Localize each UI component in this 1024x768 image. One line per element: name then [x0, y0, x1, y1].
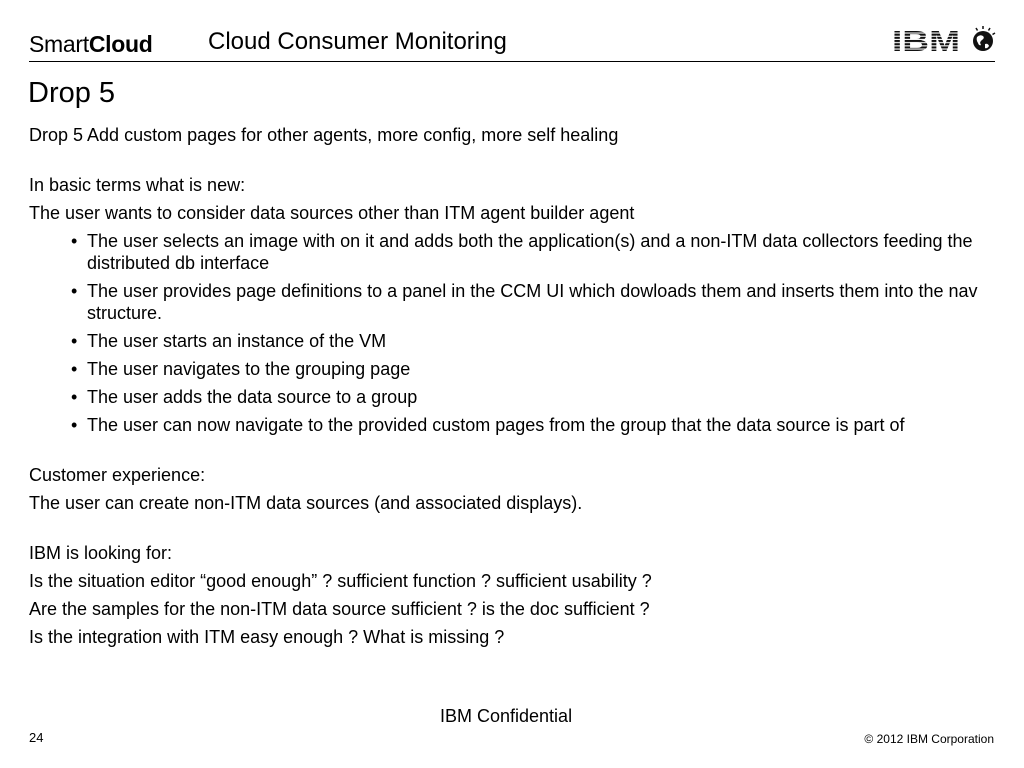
- smartcloud-logo: [29, 31, 153, 58]
- list-item-text: The user adds the data source to a group: [87, 387, 418, 407]
- slide-title: Drop 5: [28, 77, 116, 109]
- whats-new-list: [29, 230, 999, 436]
- bullet-icon: •: [71, 359, 78, 379]
- customer-experience-heading: Customer experience:: [29, 465, 206, 485]
- brand-smart-text: Smart: [29, 31, 89, 57]
- confidential-label: IBM Confidential: [440, 706, 573, 726]
- list-item: [59, 330, 999, 352]
- slide-body: [29, 124, 999, 654]
- looking-for-item: Are the samples for the non-ITM data source sufficient ? is the doc sufficient ?: [29, 599, 650, 619]
- looking-for-item: Is the integration with ITM easy enough ? What is missing ?: [29, 627, 505, 647]
- customer-experience-text: The user can create non-ITM data sources (and associated displays).: [29, 493, 583, 513]
- whats-new-lead: The user wants to consider data sources other than ITM agent builder agent: [29, 203, 635, 223]
- spacer: [29, 152, 999, 174]
- list-item: [59, 414, 999, 436]
- list-item-text: The user provides page definitions to a panel in the CCM UI which dowloads them and inserts them into the nav structure.: [87, 281, 978, 323]
- slide-header: [0, 0, 1024, 64]
- brand-cloud-text: Cloud: [88, 31, 153, 57]
- header-title: Cloud Consumer Monitoring: [208, 28, 507, 55]
- intro-text: Drop 5 Add custom pages for other agents, more config, more self healing: [29, 125, 619, 145]
- looking-for-item: Is the situation editor “good enough” ? sufficient function ? sufficient usability ?: [29, 571, 652, 591]
- bullet-icon: •: [71, 331, 78, 351]
- header-divider: [29, 61, 995, 62]
- spacer: [29, 442, 999, 464]
- list-item: [59, 230, 999, 274]
- bullet-icon: •: [71, 415, 78, 435]
- globe-icon: [973, 26, 995, 51]
- list-item-text: The user starts an instance of the VM: [87, 331, 387, 351]
- list-item-text: The user selects an image with on it and adds both the application(s) and a non-ITM data collectors feeding the distributed db interface: [87, 231, 973, 273]
- bullet-icon: •: [71, 281, 78, 301]
- list-item: [59, 358, 999, 380]
- bullet-icon: •: [71, 387, 78, 407]
- whats-new-heading: In basic terms what is new:: [29, 175, 246, 195]
- bullet-icon: •: [71, 231, 78, 251]
- copyright-notice: © 2012 IBM Corporation: [864, 732, 994, 746]
- spacer: [29, 520, 999, 542]
- ibm-looking-for-heading: IBM is looking for:: [29, 543, 173, 563]
- list-item: [59, 280, 999, 324]
- list-item: [59, 386, 999, 408]
- page-number: 24: [29, 730, 44, 745]
- ibm-logo: [892, 24, 998, 56]
- list-item-text: The user can now navigate to the provided custom pages from the group that the data source is part of: [87, 415, 905, 435]
- list-item-text: The user navigates to the grouping page: [87, 359, 411, 379]
- ibm-logo-text: IBM: [892, 26, 960, 56]
